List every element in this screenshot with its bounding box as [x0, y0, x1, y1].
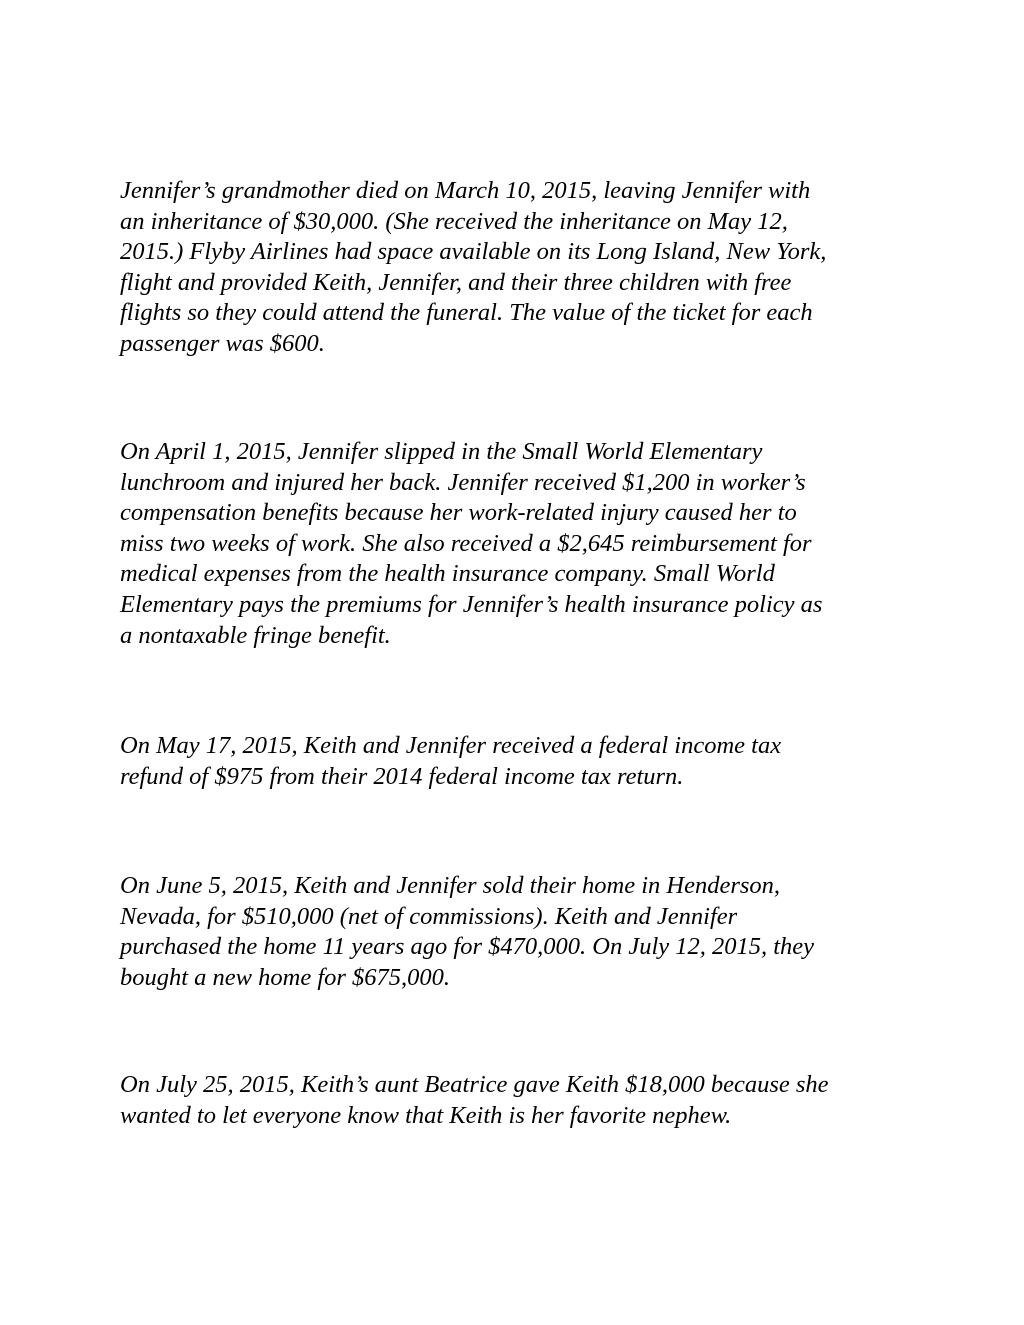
paragraph-inheritance: Jennifer’s grandmother died on March 10, 2015, leaving Jennifer with an inheritance of $30,000. (She received the inheritance on May 12, 2015.) Flyby Airlines had space available on its Long Island, New York, flight and provided Keith, Jennifer, and their three children with free flights so they could attend the funeral. The value of the ticket for each passenger was $600.: [120, 177, 827, 357]
paragraph-home-sale: On June 5, 2015, Keith and Jennifer sold their home in Henderson, Nevada, for $510,000 (net of commissions). Keith and Jennifer purchased the home 11 years ago for $470,000. On July 12, 2015, they bought a new home for $675,000.: [120, 872, 815, 991]
paragraph-tax-refund: On May 17, 2015, Keith and Jennifer received a federal income tax refund of $975 from their 2014 federal income tax return.: [120, 732, 782, 790]
paragraph-gift: On July 25, 2015, Keith’s aunt Beatrice gave Keith $18,000 because she wanted to let everyone know that Keith is her favorite nephew.: [120, 1071, 829, 1129]
paragraph-injury: On April 1, 2015, Jennifer slipped in the Small World Elementary lunchroom and injured her back. Jennifer received $1,200 in worker’s compensation benefits because her work-related injury caused her to miss two weeks of work. She also received a $2,645 reimbursement for medical expenses from the health insurance company. Small World Elementary pays the premiums for Jennifer’s health insurance policy as a nontaxable fringe benefit.: [120, 438, 823, 649]
